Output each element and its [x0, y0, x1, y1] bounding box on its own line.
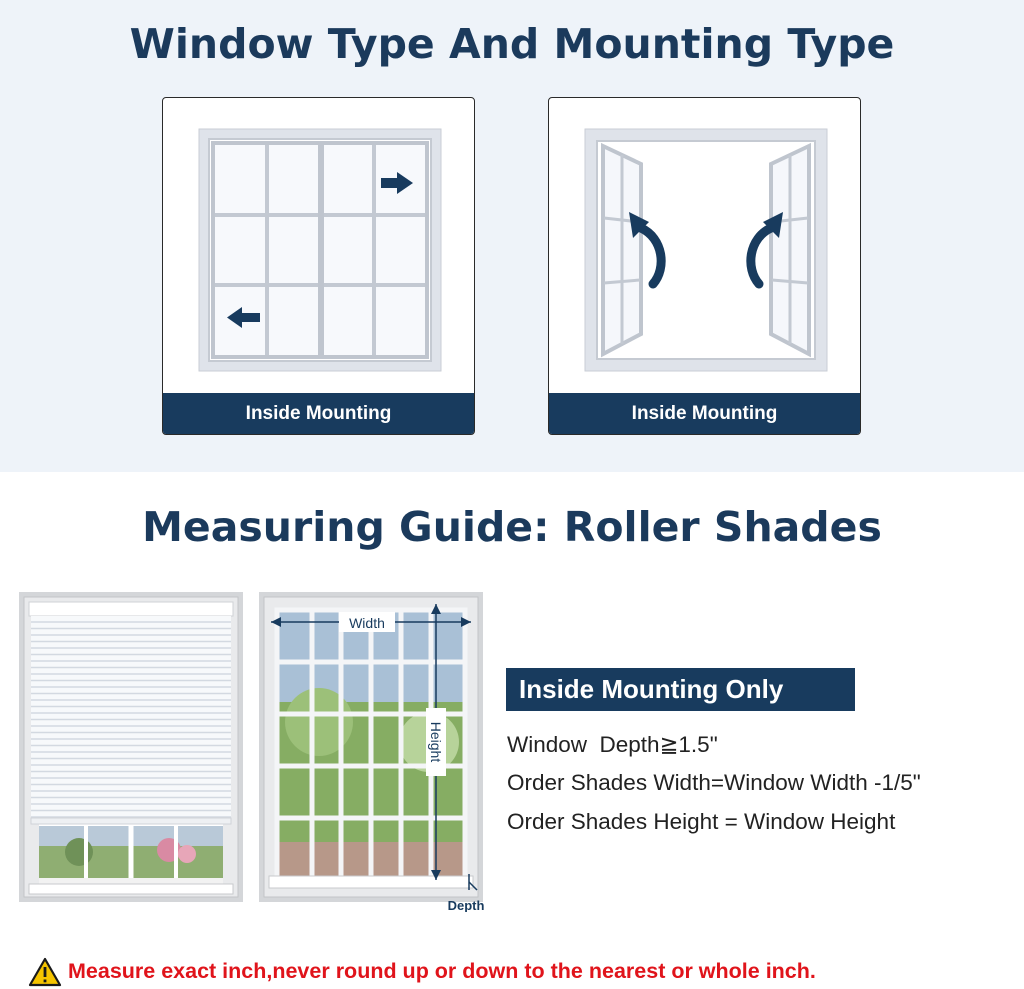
order-width-rule: Order Shades Width=Window Width -1/5" [507, 770, 921, 795]
measurement-warning [28, 955, 1018, 989]
inside-mounting-only-badge: Inside Mounting Only [506, 668, 855, 711]
roller-shade-window-illustration [19, 592, 243, 902]
warning-text: Measure exact inch,never round up or down to the nearest or whole inch. [68, 959, 816, 983]
casement-window-illustration [549, 98, 861, 395]
width-label: Width [349, 615, 385, 631]
measurement-diagram [259, 592, 491, 912]
casement-window-card [548, 97, 861, 435]
window-type-label: Inside Mounting [163, 393, 474, 434]
window-type-section-background [0, 0, 1024, 472]
height-label: Height [428, 721, 444, 763]
sliding-window-illustration [163, 98, 475, 395]
window-type-title: Window Type And Mounting Type [129, 20, 895, 68]
sliding-window-card [162, 97, 475, 435]
depth-label: Depth [447, 898, 485, 912]
measuring-guide-title: Measuring Guide: Roller Shades [142, 503, 882, 551]
warning-triangle-icon [28, 957, 62, 987]
window-type-label: Inside Mounting [549, 393, 860, 434]
order-height-rule: Order Shades Height = Window Height [507, 809, 896, 834]
window-depth-rule: Window Depth≧1.5" [507, 732, 718, 757]
